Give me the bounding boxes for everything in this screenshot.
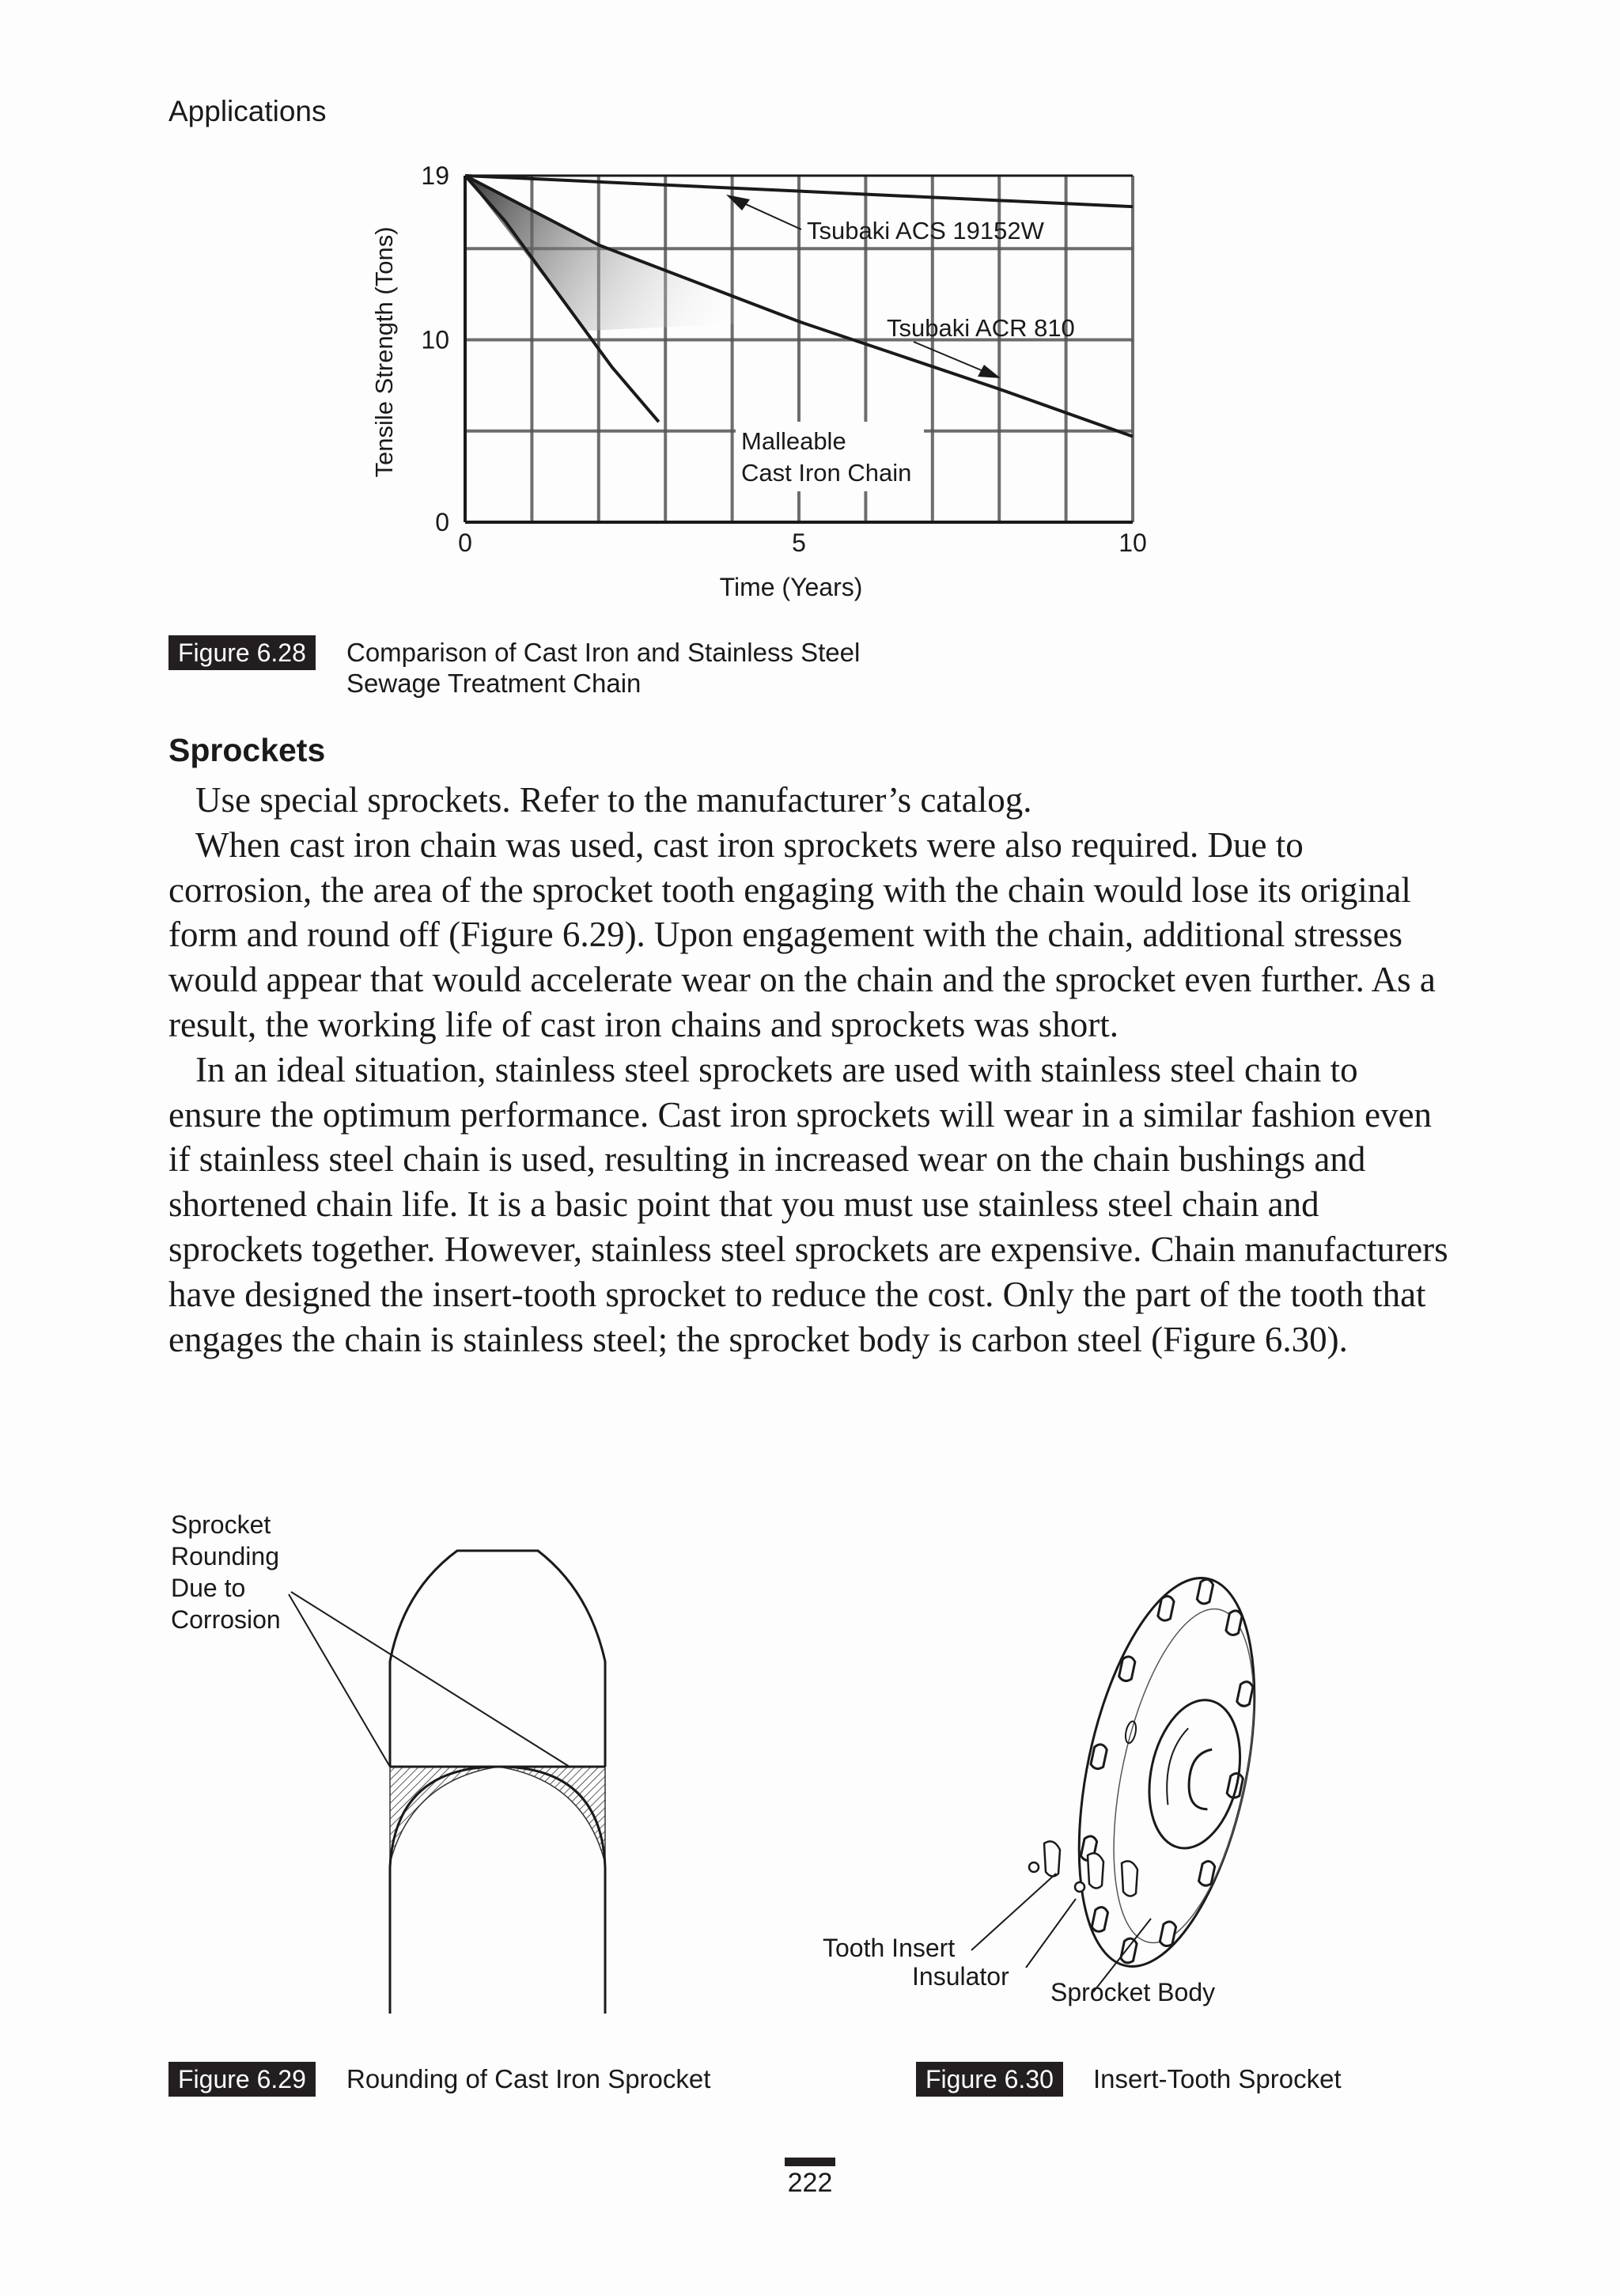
x-axis-label: Time (Years)	[719, 573, 863, 601]
label-line: Due to	[171, 1574, 246, 1602]
sprocket-tooth-notch	[1120, 1938, 1137, 1964]
figure-6-28-tag: Figure 6.28	[168, 635, 316, 670]
page-number: 222	[787, 2168, 833, 2198]
running-header: Applications	[168, 95, 327, 127]
paragraph: In an ideal situation, stainless steel sprockets are used with stainless steel chain to ensure the optimum performance. Cast iron sprockets will wear in a similar fashion even if stainless steel chain is used, resulting in increased wear on the chain bushings and shortened chain life. It is a basic point that you must use stainless steel chain and sprockets together. However, stainless steel sprockets are expensive. Chain manufacturers have designed the insert-tooth sprocket to reduce the cost. Only the part of the tooth that engages the chain is stainless steel; the sprocket body is carbon steel (Figure 6.30).	[168, 1049, 1448, 1359]
figure-6-30-caption: Insert-Tooth Sprocket	[1093, 2064, 1342, 2093]
x-tick-label: 10	[1118, 529, 1147, 557]
insulator-label: Insulator	[912, 1962, 1009, 1991]
y-tick-label: 0	[435, 508, 449, 536]
x-tick-label: 0	[458, 529, 472, 557]
tooth-insert-label: Tooth Insert	[823, 1934, 956, 1962]
x-tick-label: 5	[792, 529, 806, 557]
annotation-malleable: Malleable	[741, 427, 846, 455]
y-tick-label: 19	[421, 161, 449, 190]
annotation-acs: Tsubaki ACS 19152W	[807, 217, 1044, 244]
sprocket-body-label: Sprocket Body	[1050, 1978, 1216, 2006]
paragraph: When cast iron chain was used, cast iron sprockets were also required. Due to corrosion, the area of the sprocket tooth engaging with the chain would lose its original form and round off (Figure 6.29). Upon engagement with the chain, additional stresses would appear that would accelerate wear on the chain and the sprocket even further. As a result, the working life of cast iron chains and sprockets was short.	[168, 824, 1436, 1044]
sprocket-tooth-notch	[1196, 1578, 1213, 1605]
label-line: Sprocket	[171, 1510, 271, 1539]
figure-6-29-tag: Figure 6.29	[168, 2062, 316, 2097]
label-line: Rounding	[171, 1542, 279, 1570]
figure-6-29-caption: Rounding of Cast Iron Sprocket	[346, 2064, 711, 2093]
page-number-bar	[785, 2158, 835, 2166]
sprocket-tooth-notch	[1091, 1906, 1108, 1933]
label-line: Corrosion	[171, 1605, 281, 1634]
section-heading: Sprockets	[168, 732, 326, 768]
caption-line: Comparison of Cast Iron and Stainless Steel	[346, 638, 861, 667]
caption-line: Sewage Treatment Chain	[346, 669, 642, 698]
y-axis-label: Tensile Strength (Tons)	[370, 226, 398, 478]
figure-6-30-tag: Figure 6.30	[916, 2062, 1063, 2097]
sprocket-tooth-notch	[1236, 1680, 1254, 1707]
annotation-acr: Tsubaki ACR 810	[887, 314, 1075, 342]
paragraph: Use special sprockets. Refer to the manufacturer’s catalog.	[195, 780, 1032, 820]
sprocket-tooth-notch	[1090, 1743, 1107, 1770]
annotation-cast-iron: Cast Iron Chain	[741, 459, 912, 487]
y-tick-label: 10	[421, 325, 449, 354]
